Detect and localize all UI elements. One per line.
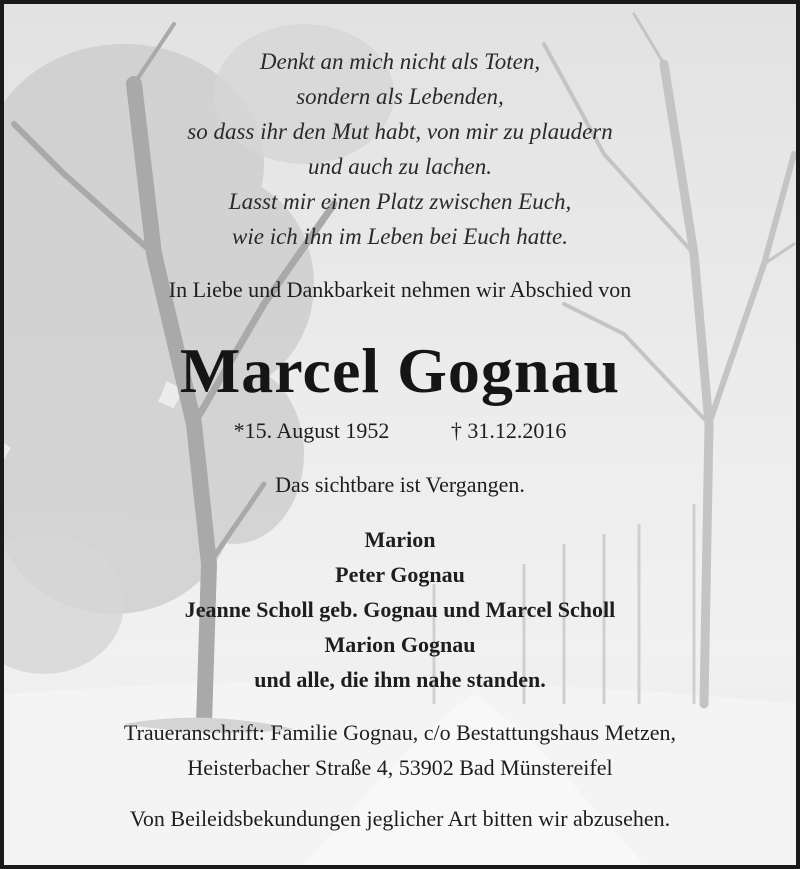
life-dates xyxy=(4,416,796,446)
mourner-name: Marion Gognau xyxy=(324,632,476,657)
mourner-name: und alle, die ihm nahe standen. xyxy=(254,667,546,692)
farewell-intro: In Liebe und Dankbarkeit nehmen wir Abschied von xyxy=(168,277,632,302)
condolence-request: Von Beileidsbekundungen jeglicher Art bitten wir abzusehen. xyxy=(129,806,671,831)
motto: Das sichtbare ist Vergangen. xyxy=(275,472,525,497)
poem-line: so dass ihr den Mut habt, von mir zu plaudern xyxy=(187,119,613,144)
poem-line: und auch zu lachen. xyxy=(308,154,492,179)
mourning-address xyxy=(4,715,796,785)
address-line: Heisterbacher Straße 4, 53902 Bad Münstereifel xyxy=(187,755,613,780)
address-line: Traueranschrift: Familie Gognau, c/o Bestattungshaus Metzen, xyxy=(123,720,677,745)
mourner-name: Peter Gognau xyxy=(335,562,465,587)
poem-line: wie ich ihn im Leben bei Euch hatte. xyxy=(232,224,568,249)
poem-line: Denkt an mich nicht als Toten, xyxy=(259,49,541,74)
poem-line: Lasst mir einen Platz zwischen Euch, xyxy=(228,189,572,214)
poem-line: sondern als Lebenden, xyxy=(296,84,504,109)
mourners-list xyxy=(4,522,796,697)
death-date: † 31.12.2016 xyxy=(450,418,567,443)
deceased-name: Marcel Gognau xyxy=(179,335,621,406)
mourner-name: Marion xyxy=(364,527,436,552)
birth-date: *15. August 1952 xyxy=(233,418,390,443)
poem xyxy=(4,44,796,254)
mourner-name: Jeanne Scholl geb. Gognau und Marcel Scholl xyxy=(184,597,616,622)
